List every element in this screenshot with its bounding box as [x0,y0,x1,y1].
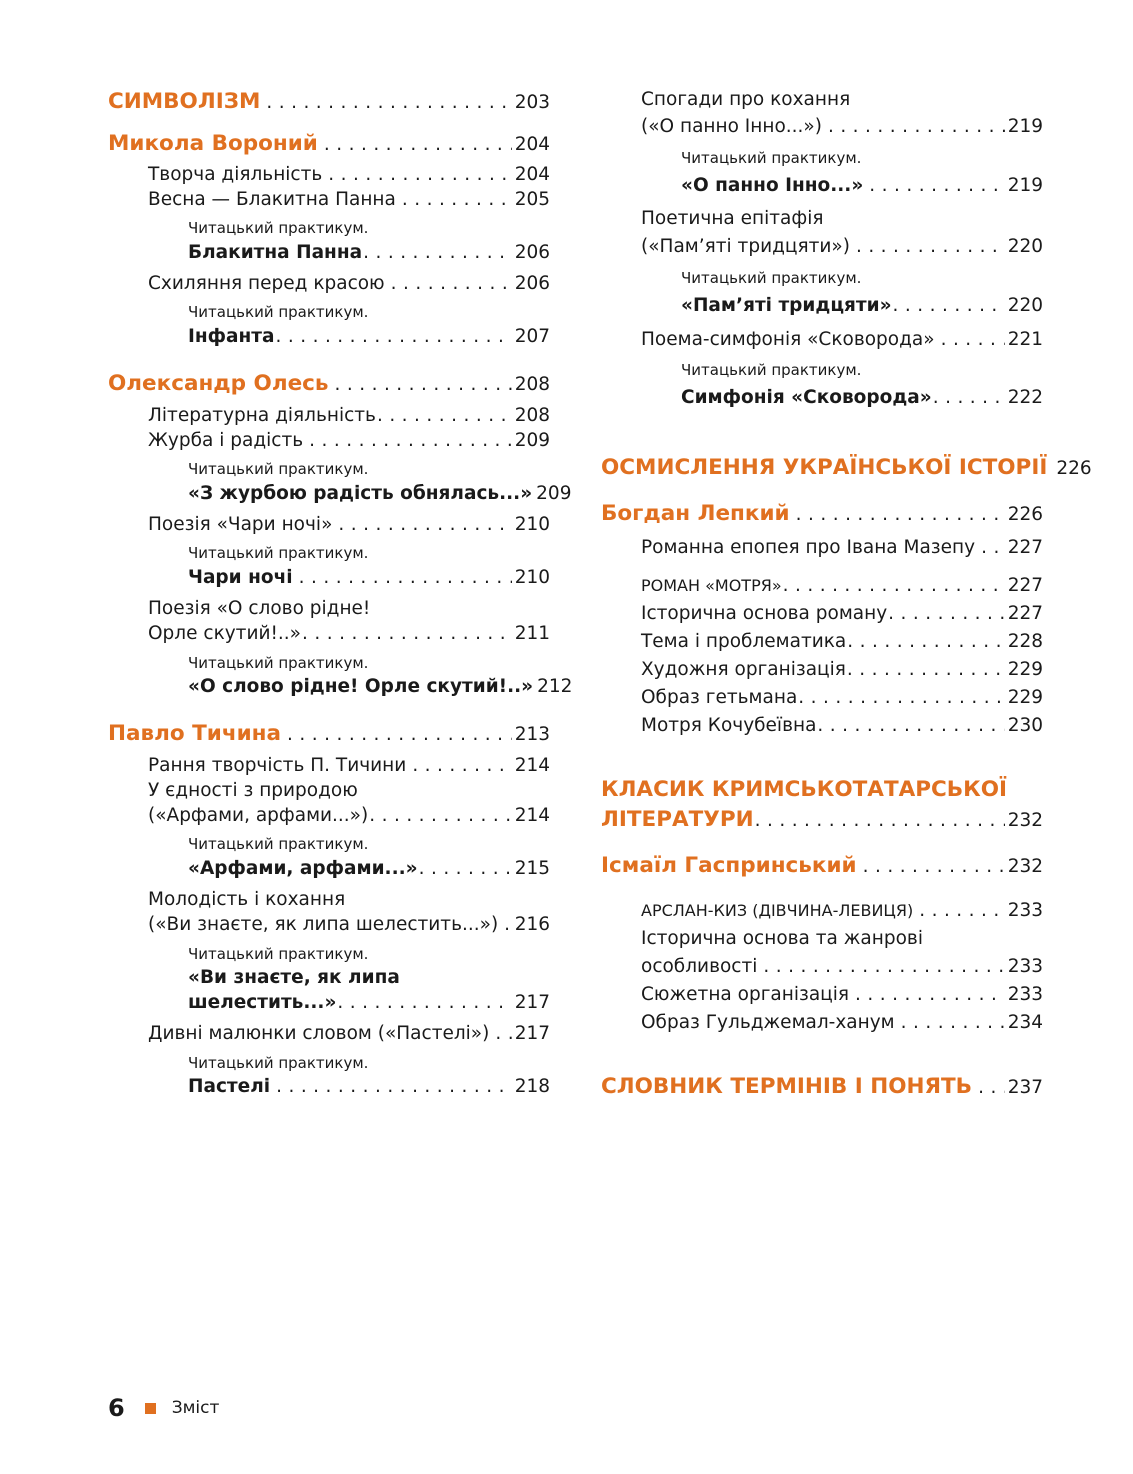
toc-entry[interactable] [148,271,550,297]
entry-title: Художня організація [641,659,846,680]
leader-dots [919,898,1004,924]
toc-section-classic-line1: КЛАСИК КРИМСЬКОТАТАРСЬКОЇ [601,777,1008,802]
entry-page: 210 [514,514,550,535]
toc-author-lepkyi[interactable] [601,499,1043,530]
leader-dots [817,713,1004,739]
toc-entry-line1: У єдності з природою [148,780,358,801]
leader-dots [266,88,511,118]
leader-dots [412,753,511,779]
entry-page: 229 [1007,659,1043,680]
entry-page: 204 [514,134,550,155]
entry-title: Образ гетьмана [641,687,798,708]
leader-dots [847,657,1005,683]
entry-title: («Ви знаєте, як липа шелестить...») [148,914,499,935]
entry-page: 233 [1007,984,1043,1005]
leader-dots [901,1010,1005,1036]
entry-title: Дивні малюнки словом («Пастелі») [148,1023,490,1044]
entry-title: Образ Гульджемал-ханум [641,1012,895,1033]
practicum-label: Читацький практикум. [681,361,862,379]
leader-dots [888,601,1005,627]
entry-title: Сюжетна організація [641,984,850,1005]
leader-dots [504,912,512,938]
entry-page: 208 [514,405,550,426]
entry-title: СИМВОЛІЗМ [108,89,261,114]
leader-dots [287,720,512,750]
entry-title: РОМАН «МОТРЯ» [641,576,782,595]
leader-dots [933,385,1005,411]
entry-page: 227 [1007,575,1043,596]
entry-page: 237 [1007,1077,1043,1098]
toc-entry[interactable] [641,898,1043,924]
leader-dots [763,954,1004,980]
square-bullet-icon [145,1403,156,1414]
leader-dots [337,990,511,1016]
entry-page: 210 [514,567,550,588]
entry-title: («Пам’яті тридцяти») [641,236,850,257]
leader-dots [828,114,1005,140]
leader-dots [299,565,512,591]
entry-page: 221 [1007,329,1043,350]
leader-dots [335,370,512,400]
entry-page: 230 [1007,715,1043,736]
entry-title: Історична основа роману [641,603,888,624]
practicum-label: Читацький практикум. [188,835,369,853]
entry-page: 205 [514,189,550,210]
toc-entry[interactable] [148,162,550,188]
entry-page: 206 [514,273,550,294]
leader-dots [402,187,512,213]
toc-entry-line1: Молодість і кохання [148,889,346,910]
entry-page: 220 [1007,236,1043,257]
practicum-label: Читацький практикум. [681,149,862,167]
entry-page: 217 [514,992,550,1013]
toc-entry[interactable] [641,601,1043,627]
toc-section-classic[interactable] [601,805,1043,836]
toc-entry[interactable] [641,1010,1043,1036]
entry-page: 233 [1007,900,1043,921]
footer-section-label: Зміст [171,1398,220,1418]
toc-author-oles[interactable] [108,369,550,400]
toc-entry-line1: Поезія «О слово рідне! [148,598,371,619]
entry-title: Чари ночі [188,567,293,588]
toc-entry[interactable] [641,982,1043,1008]
entry-page: 217 [514,1023,550,1044]
entry-title: «З журбою радість обнялась...» [188,483,533,504]
entry-page: 226 [1007,504,1043,525]
entry-title: «О панно Інно...» [681,175,864,196]
toc-entry[interactable] [148,753,550,779]
practicum-label: Читацький практикум. [188,460,369,478]
toc-practicum-entry[interactable] [681,293,1043,319]
toc-section-symbolism[interactable] [108,87,550,118]
leader-dots [369,803,511,829]
entry-page: 209 [536,483,572,504]
entry-title: «Пам’яті тридцяти» [681,295,892,316]
entry-title: Творча діяльність [148,164,323,185]
entry-title: Павло Тичина [108,721,282,746]
page-number: 6 [108,1394,125,1422]
entry-title: Блакитна Панна [188,242,363,263]
practicum-label: Читацький практикум. [188,654,369,672]
leader-dots [276,324,512,350]
entry-title: Ісмаїл Гаспринський [601,853,857,878]
toc-entry[interactable] [641,685,1043,711]
toc-entry[interactable] [148,512,550,538]
practicum-label: Читацький практикум. [188,1054,369,1072]
leader-dots [893,293,1005,319]
toc-practicum-entry-line1: «Ви знаєте, як липа [188,967,400,988]
leader-dots [276,1074,512,1100]
entry-page: 207 [514,326,550,347]
toc-practicum-entry[interactable] [188,565,550,591]
entry-page: 214 [514,755,550,776]
entry-title: Романна епопея про Івана Мазепу [641,537,976,558]
entry-title: Поезія «Чари ночі» [148,514,333,535]
leader-dots [302,621,512,647]
leader-dots [847,629,1004,655]
leader-dots [855,982,1005,1008]
toc-entry[interactable] [148,803,550,829]
toc-entry[interactable] [641,657,1043,683]
toc-section-glossary[interactable] [601,1072,1043,1103]
entry-title: Орле скутий!..» [148,623,302,644]
entry-page: 227 [1007,603,1043,624]
leader-dots [419,856,512,882]
practicum-label: Читацький практикум. [188,303,369,321]
entry-title: Журба і радість [148,430,304,451]
leader-dots [309,428,512,454]
toc-entry[interactable] [641,114,1043,140]
entry-page: 204 [514,164,550,185]
entry-page: 232 [1007,810,1043,831]
toc-entry[interactable] [641,573,1043,599]
toc-section-history[interactable] [601,453,1092,484]
leader-dots [338,512,511,538]
toc-entry[interactable] [641,535,1043,561]
toc-practicum-entry[interactable] [681,173,1043,199]
toc-practicum-entry[interactable] [188,674,573,700]
entry-page: 226 [1056,458,1092,479]
entry-title: особливості [641,956,758,977]
toc-entry[interactable] [641,327,1043,353]
entry-title: «Арфами, арфами...» [188,858,418,879]
toc-practicum-entry[interactable] [188,481,572,507]
entry-title: Пастелі [188,1076,271,1097]
toc-entry-line1: Спогади про кохання [641,89,851,110]
entry-page: 222 [1007,387,1043,408]
toc-practicum-entry[interactable] [681,385,1043,411]
entry-page: 228 [1007,631,1043,652]
toc-entry-line1: Історична основа та жанрові [641,928,923,949]
entry-title: Богдан Лепкий [601,501,790,526]
entry-title: ОСМИСЛЕННЯ УКРАЇНСЬКОЇ ІСТОРІЇ [601,455,1048,480]
entry-title: АРСЛАН-КИЗ (ДІВЧИНА-ЛЕВИЦЯ) [641,901,914,920]
entry-title: «О слово рідне! Орле скутий!..» [188,676,534,697]
leader-dots [856,234,1005,260]
leader-dots [363,240,512,266]
entry-title: Тема і проблематика [641,631,847,652]
leader-dots [869,173,1004,199]
entry-page: 214 [514,805,550,826]
toc-author-voronyi[interactable] [108,129,550,160]
entry-page: 206 [514,242,550,263]
toc-practicum-entry[interactable] [188,1074,550,1100]
entry-title: («О панно Інно...») [641,116,822,137]
entry-title: Мотря Кочубеївна [641,715,817,736]
entry-page: 219 [1007,116,1043,137]
entry-title: Весна — Блакитна Панна [148,189,396,210]
toc-entry[interactable] [148,1021,550,1047]
toc-entry[interactable] [148,621,550,647]
entry-title: Микола Вороний [108,131,318,156]
leader-dots [377,403,512,429]
entry-page: 212 [537,676,573,697]
toc-entry-line1: Поетична епітафія [641,208,824,229]
toc-entry[interactable] [148,912,550,938]
leader-dots [391,271,512,297]
practicum-label: Читацький практикум. [681,269,862,287]
entry-page: 215 [514,858,550,879]
leader-dots [495,1021,511,1047]
practicum-label: Читацький практикум. [188,219,369,237]
leader-dots [978,1073,1005,1103]
entry-title: («Арфами, арфами...») [148,805,369,826]
entry-page: 229 [1007,687,1043,708]
leader-dots [798,685,1004,711]
page-footer [108,1394,219,1422]
entry-page: 227 [1007,537,1043,558]
entry-page: 211 [514,623,550,644]
entry-page: 232 [1007,856,1043,877]
entry-page: 234 [1007,1012,1043,1033]
toc-entry[interactable] [641,629,1043,655]
toc-entry[interactable] [148,403,550,429]
leader-dots [755,806,1005,836]
entry-page: 208 [514,374,550,395]
toc-author-gasprynskyi[interactable] [601,851,1043,882]
leader-dots [863,852,1005,882]
entry-page: 213 [514,724,550,745]
leader-dots [328,162,511,188]
toc-entry[interactable] [641,234,1043,260]
toc-entry[interactable] [641,713,1043,739]
entry-title: шелестить...» [188,992,337,1013]
entry-page: 218 [514,1076,550,1097]
leader-dots [324,130,512,160]
toc-entry[interactable] [641,954,1043,980]
entry-title: Літературна діяльність [148,405,376,426]
entry-title: Рання творчість П. Тичини [148,755,407,776]
practicum-label: Читацький практикум. [188,945,369,963]
entry-page: 216 [514,914,550,935]
entry-page: 220 [1007,295,1043,316]
toc-entry[interactable] [148,428,550,454]
entry-title: Олександр Олесь [108,371,329,396]
toc-author-tychyna[interactable] [108,719,550,750]
leader-dots [941,327,1005,353]
entry-title: Інфанта [188,326,275,347]
entry-page: 233 [1007,956,1043,977]
entry-title: ЛІТЕРАТУРИ [601,807,754,832]
entry-title: Схиляння перед красою [148,273,385,294]
entry-page: 203 [514,92,550,113]
toc-practicum-entry[interactable] [188,324,550,350]
entry-page: 209 [514,430,550,451]
practicum-label: Читацький практикум. [188,544,369,562]
leader-dots [981,535,1005,561]
leader-dots [783,573,1005,599]
leader-dots [796,500,1005,530]
toc-practicum-entry[interactable] [188,856,550,882]
toc-practicum-entry[interactable] [188,240,550,266]
toc-practicum-entry[interactable] [188,990,550,1016]
toc-entry[interactable] [148,187,550,213]
entry-title: Симфонія «Сковорода» [681,387,932,408]
entry-page: 219 [1007,175,1043,196]
entry-title: СЛОВНИК ТЕРМІНІВ І ПОНЯТЬ [601,1074,973,1099]
entry-title: Поема-симфонія «Сковорода» [641,329,935,350]
